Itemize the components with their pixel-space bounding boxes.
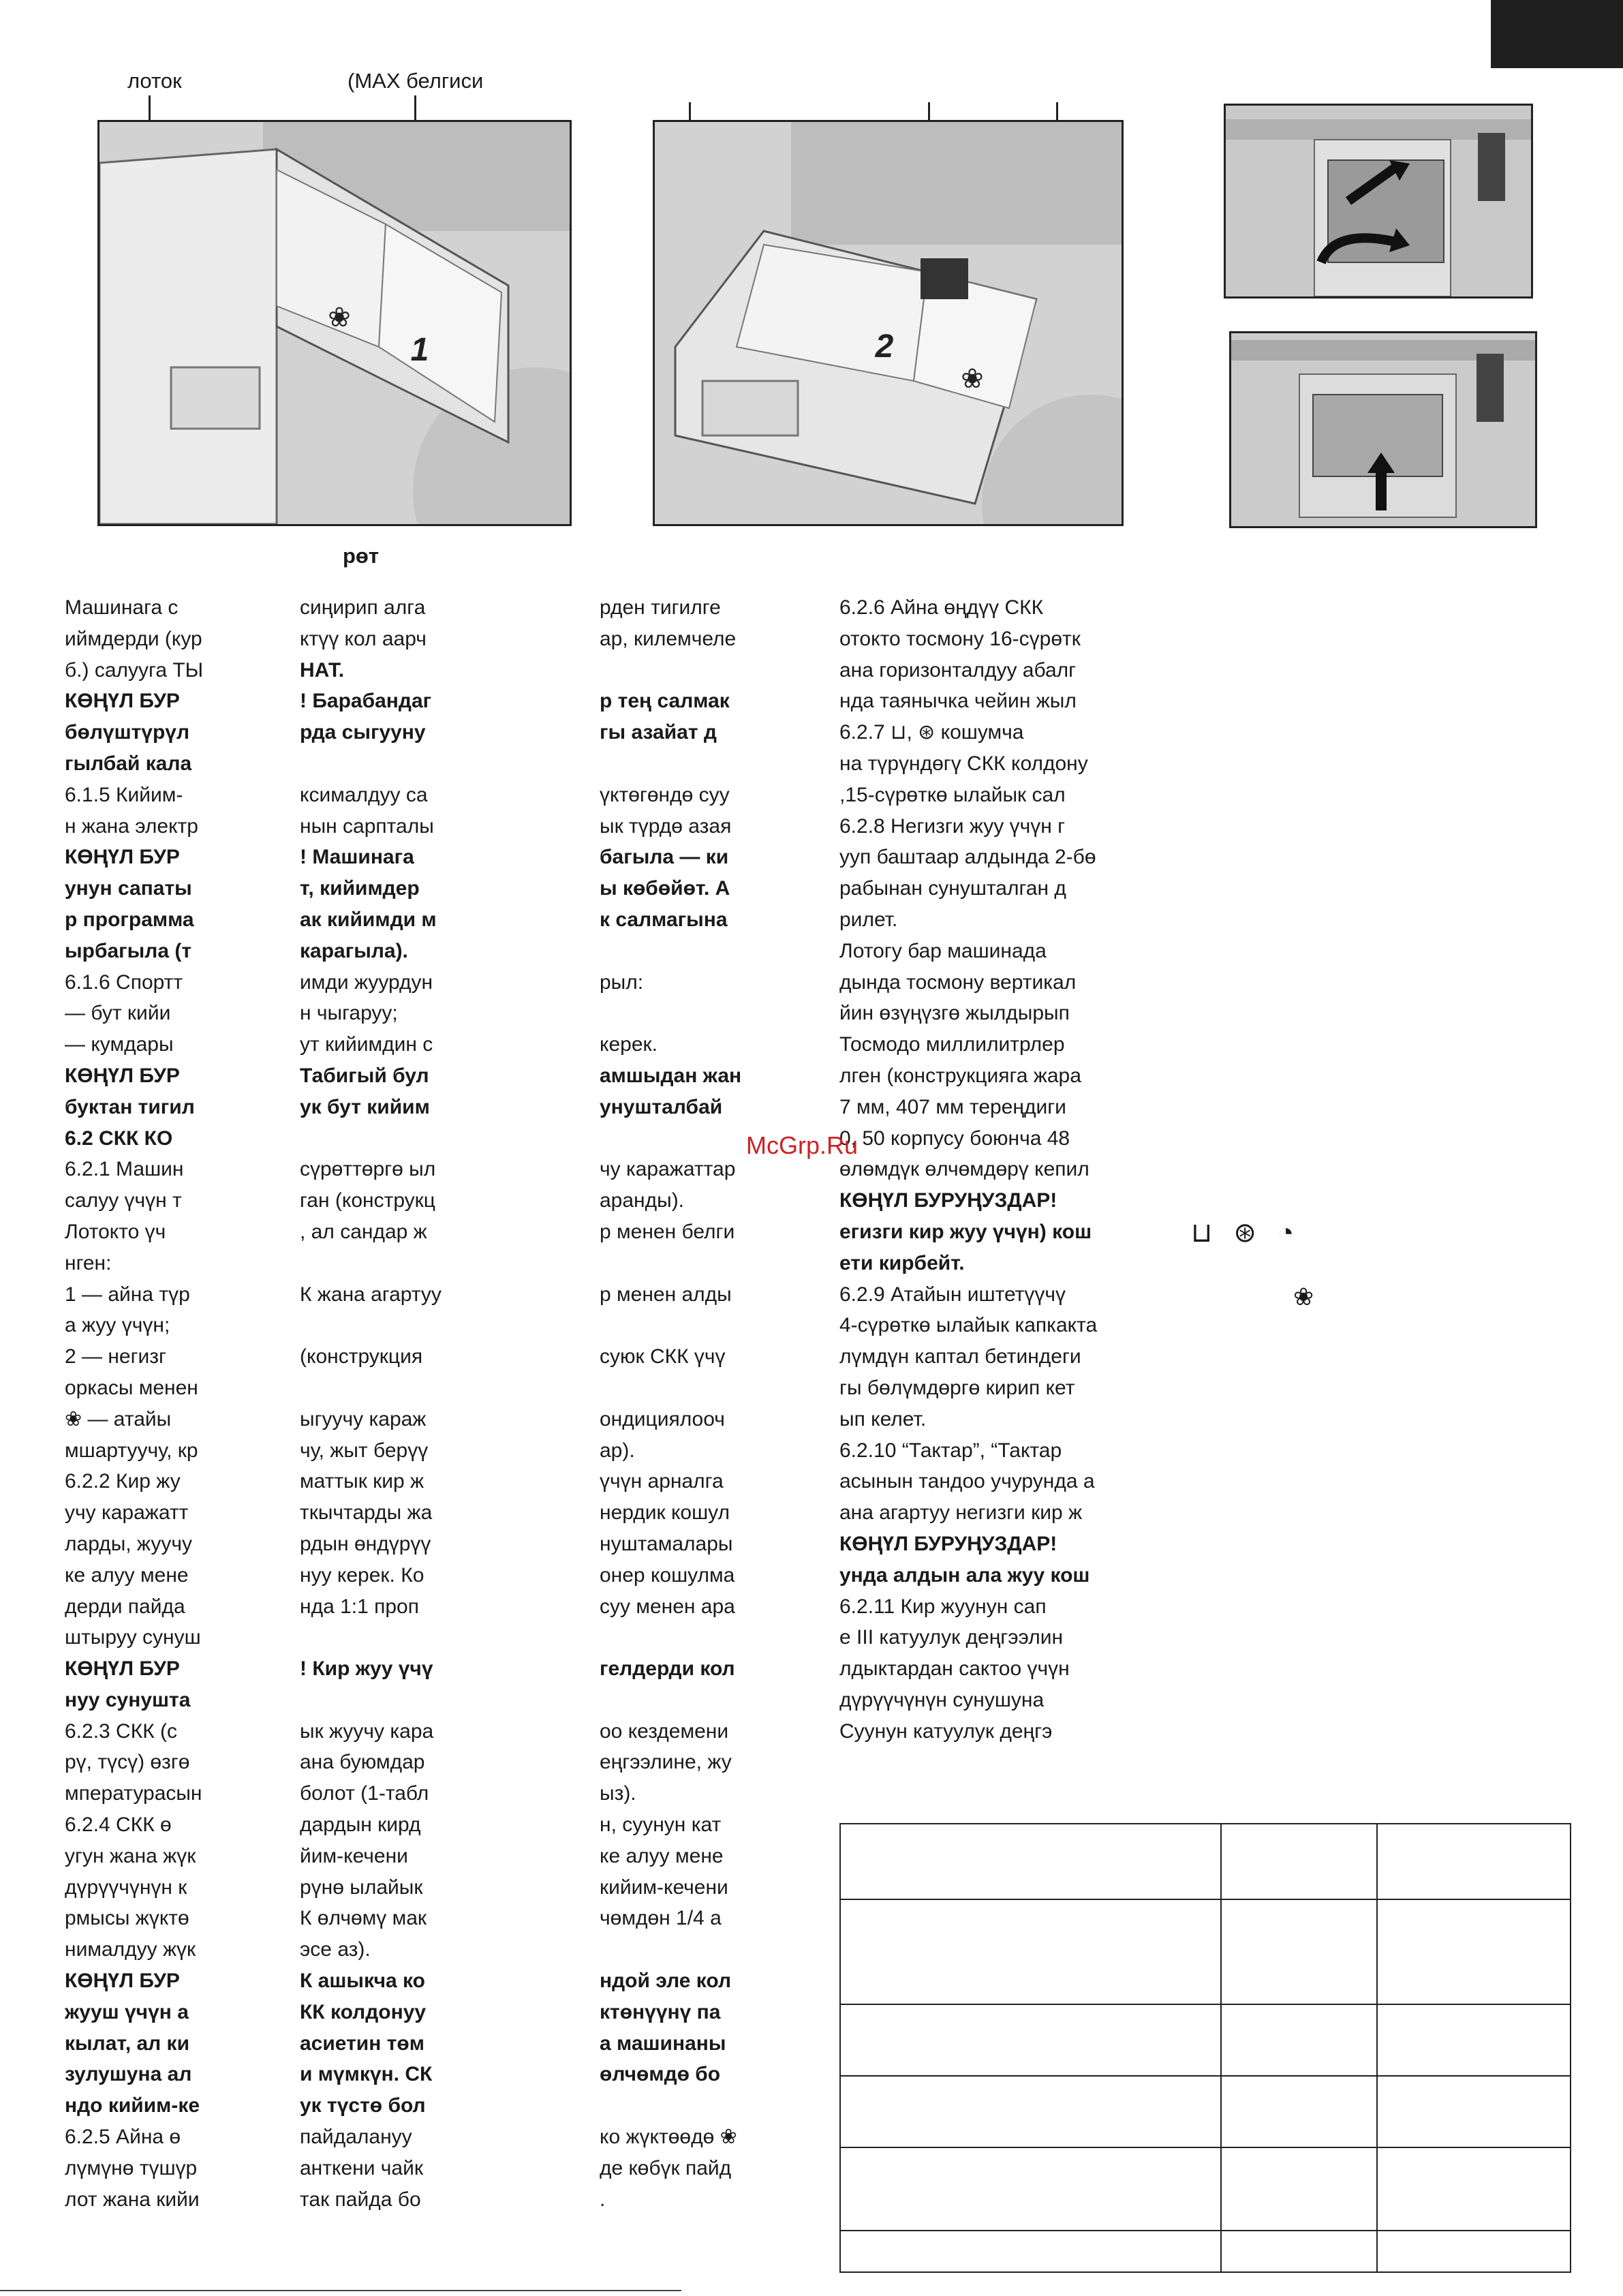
text-line: ууп баштаар алдында 2-бө xyxy=(839,846,1096,869)
text-line: и мүмкүн. СК xyxy=(300,2063,433,2086)
text-line: 6.2.10 “Тактар”, “Тактар xyxy=(839,1439,1062,1462)
compartment-number-2: 2 xyxy=(875,328,894,365)
text-line: отокто тосмону 16-сүрөтк xyxy=(839,627,1081,650)
text-line: КӨҢҮЛ БУР xyxy=(65,846,180,869)
text-line xyxy=(600,1622,804,1653)
text-line: Суунун катуулук деңгэ xyxy=(839,1719,1053,1743)
text-line: 6.2.9 Атайын иштетүүчү xyxy=(839,1283,1066,1306)
table-cell xyxy=(1221,2147,1377,2231)
tray-label: лоток xyxy=(127,69,182,93)
text-line: 1 — айна түр xyxy=(65,1283,190,1306)
text-line: ндой эле кол xyxy=(600,1970,732,1993)
figure-caption: рөт xyxy=(343,544,380,568)
text-line: нда 1:1 проп xyxy=(300,1595,419,1618)
text-line: йим-кечени xyxy=(300,1844,408,1867)
text-line: иймдерди (кур xyxy=(65,627,202,650)
text-line: дерди пайда xyxy=(65,1595,185,1618)
text-line: 2 — негизг xyxy=(65,1345,167,1368)
text-line xyxy=(600,1310,804,1341)
text-line: кийим-кечени xyxy=(600,1876,728,1899)
program-icons: ⊔ ⊛ ◔ xyxy=(1191,1218,1301,1248)
text-line: ондициялооч xyxy=(600,1407,725,1430)
text-line: 7 мм, 407 мм тереңдиги xyxy=(839,1095,1066,1118)
text-line: ырбагыла (т xyxy=(65,939,192,962)
text-column-2 xyxy=(300,592,504,2215)
text-line: нердик кошул xyxy=(600,1501,730,1525)
flower-icon: ❀ xyxy=(1293,1283,1314,1311)
text-line: өлөмдүк өлчөмдөрү кепил xyxy=(839,1158,1089,1181)
text-line: салуу үчүн т xyxy=(65,1189,182,1212)
flower-symbol-1: ❀ xyxy=(328,302,351,333)
text-line: 6.2.7 ⊔, ⊛ кошумча xyxy=(839,721,1024,744)
text-line: учу каражатт xyxy=(65,1501,189,1525)
text-line: кылат, ал ки xyxy=(65,2032,190,2055)
text-line: К жана агартуу xyxy=(300,1283,442,1306)
text-line: онер кошулма xyxy=(600,1563,735,1587)
text-line: дүрүүчүнүн сунушуна xyxy=(839,1688,1045,1711)
text-line: рүнө ылайык xyxy=(300,1876,423,1899)
text-line: на түрүндөгү СКК колдону xyxy=(839,752,1088,775)
text-line: ыз). xyxy=(600,1782,636,1805)
text-line xyxy=(600,748,804,780)
watermark: McGrp.Ru xyxy=(746,1131,859,1159)
text-line: к салмагына xyxy=(600,908,728,931)
text-line: — кумдары xyxy=(65,1033,174,1056)
text-line: лдыктардан сактоо үчүн xyxy=(839,1657,1070,1681)
table-cell xyxy=(840,2231,1221,2272)
text-line: сүрөттөргө ыл xyxy=(300,1158,436,1181)
text-line xyxy=(300,1685,504,1716)
table-cell xyxy=(1377,1899,1571,2005)
text-line: амшыдан жан xyxy=(600,1064,742,1087)
text-line: ети кирбейт. xyxy=(839,1251,965,1274)
table-cell xyxy=(1377,2004,1571,2076)
text-line: . xyxy=(600,2188,606,2211)
text-line: а машинаны xyxy=(600,2032,726,2055)
text-line xyxy=(300,1310,504,1341)
text-line: дардын кирд xyxy=(300,1813,421,1837)
reference-table xyxy=(839,1823,1571,2273)
text-line: имди жуурдун xyxy=(300,970,433,994)
text-line: н жана электр xyxy=(65,814,198,838)
text-line: КӨҢҮЛ БУР xyxy=(65,690,180,713)
text-line: рда сыгууну xyxy=(300,721,426,744)
text-line: де көбүк пайд xyxy=(600,2156,732,2179)
text-line: ! Барабандаг xyxy=(300,690,432,713)
text-line: нда таянычка чейин жыл xyxy=(839,690,1077,713)
text-line: 6.2.1 Машин xyxy=(65,1158,184,1181)
text-line: 6.2.3 СКК (с xyxy=(65,1719,177,1743)
table-cell xyxy=(1221,2231,1377,2272)
text-line: нуу сунушта xyxy=(65,1688,191,1711)
text-line: ана буюмдар xyxy=(300,1751,425,1774)
text-line xyxy=(300,748,504,780)
text-line: зулушуна ал xyxy=(65,2063,192,2086)
bottom-rule xyxy=(0,2290,681,2291)
text-line: е III катуулук деңгээлин xyxy=(839,1626,1064,1649)
insert-partition-photo xyxy=(1224,104,1533,299)
text-line: ар). xyxy=(600,1439,635,1462)
text-line: КӨҢҮЛ БУР xyxy=(65,1657,180,1681)
table-cell xyxy=(1221,2076,1377,2147)
text-line: 6.2.2 Кир жу xyxy=(65,1470,181,1493)
text-line: ! Кир жуу үчү xyxy=(300,1657,433,1681)
text-column-3 xyxy=(600,592,804,2215)
insert-cover-photo xyxy=(1229,331,1537,528)
text-line: егизги кир жуу үчүн) кош xyxy=(839,1220,1092,1243)
text-line: асиетин төм xyxy=(300,2032,424,2055)
text-line xyxy=(600,655,804,686)
text-line: К өлчөмү мак xyxy=(300,1907,427,1930)
text-line: ке алуу мене xyxy=(600,1844,724,1867)
text-line: ке алуу мене xyxy=(65,1563,189,1587)
text-line xyxy=(300,1248,504,1279)
text-line: болот (1-табл xyxy=(300,1782,429,1805)
text-line: 6.2.6 Айна өңдүү СКК xyxy=(839,596,1044,619)
text-line xyxy=(600,2090,804,2122)
text-line: рү, түсү) өзгө xyxy=(65,1751,190,1774)
text-line: Тосмодо миллилитрлер xyxy=(839,1033,1065,1056)
drawer-photo-2 xyxy=(653,120,1124,526)
text-line: ткычтарды жа xyxy=(300,1501,433,1525)
text-line: суу менен ара xyxy=(600,1595,735,1618)
text-line: 6.2.4 СКК ө xyxy=(65,1813,172,1837)
text-line: нген: xyxy=(65,1251,112,1274)
text-line: ко жүктөөдө ❀ xyxy=(600,2126,737,2149)
text-line: суюк СКК үчү xyxy=(600,1345,726,1368)
text-line: анткени чайк xyxy=(300,2156,423,2179)
text-line: үчүн арналга xyxy=(600,1470,724,1493)
text-line: рилет. xyxy=(839,908,898,931)
table-cell xyxy=(1221,1824,1377,1899)
text-line: ,15-сүрөткө ылайык сал xyxy=(839,783,1066,806)
text-line: рабынан сунушталган д xyxy=(839,877,1066,900)
text-line: оо кездемени xyxy=(600,1719,729,1743)
text-column-1 xyxy=(65,592,235,2215)
text-line: ктөнүүнү па xyxy=(600,2000,721,2023)
max-mark-label: (MAX белгиси xyxy=(347,69,484,93)
text-line xyxy=(600,1685,804,1716)
text-line: — бут кийи xyxy=(65,1002,171,1025)
text-line: КК колдонуу xyxy=(300,2000,427,2023)
text-line: КӨҢҮЛ БУР xyxy=(65,1970,180,1993)
text-line: рмысы жүктө xyxy=(65,1907,189,1930)
text-line: лүмдүн каптал бетиндеги xyxy=(839,1345,1081,1368)
text-line: Машинага с xyxy=(65,596,179,619)
text-line: дүрүүчүнүн к xyxy=(65,1876,187,1899)
text-line: буктан тигил xyxy=(65,1095,195,1118)
text-line: чу, жыт берүү xyxy=(300,1439,429,1462)
text-line: (конструкция xyxy=(300,1345,423,1368)
text-line: ып келет. xyxy=(839,1407,927,1430)
table-cell xyxy=(840,2004,1221,2076)
text-line: Лотогу бар машинада xyxy=(839,939,1047,962)
text-line: өлчөмдө бо xyxy=(600,2063,721,2086)
text-line: мпературасын xyxy=(65,1782,202,1805)
text-line: лот жана кийи xyxy=(65,2188,200,2211)
text-line: 0, 50 корпусу боюнча 48 xyxy=(839,1127,1070,1150)
text-line: рден тигилге xyxy=(600,596,721,619)
text-line: ы көбөйөт. А xyxy=(600,877,730,900)
text-line: лүмүнө түшүр xyxy=(65,2156,198,2179)
text-line: р менен алды xyxy=(600,1283,732,1306)
text-line: н чыгаруу; xyxy=(300,1002,398,1025)
text-line: ❀ — атайы xyxy=(65,1407,172,1430)
text-line: дында тосмону вертикал xyxy=(839,970,1077,994)
text-line: нуу керек. Ко xyxy=(300,1563,424,1587)
text-line: а жуу үчүн; xyxy=(65,1314,170,1337)
text-line: аранды). xyxy=(600,1189,685,1212)
text-line xyxy=(600,998,804,1029)
text-line: 6.2.11 Кир жуунун сап xyxy=(839,1595,1047,1618)
text-line: гы азайат д xyxy=(600,721,717,744)
text-line: т, кийимдер xyxy=(300,877,420,900)
text-line: так пайда бо xyxy=(300,2188,421,2211)
text-line: б.) салууга ТЫ xyxy=(65,658,204,682)
text-line: маттык кир ж xyxy=(300,1470,424,1493)
text-line: гылбай кала xyxy=(65,752,192,775)
text-line: 6.2 СКК КО xyxy=(65,1127,173,1150)
text-line: унда алдын ала жуу кош xyxy=(839,1563,1090,1587)
text-line: ык жуучу кара xyxy=(300,1719,434,1743)
table-cell xyxy=(840,2076,1221,2147)
text-column-4 xyxy=(839,592,1139,1747)
text-line: К ашыкча ко xyxy=(300,1970,425,1993)
text-line: р тең салмак xyxy=(600,690,730,713)
text-line: чу каражаттар xyxy=(600,1158,736,1181)
text-line: ана агартуу негизги кир ж xyxy=(839,1501,1083,1525)
table-cell xyxy=(1221,2004,1377,2076)
text-line: ган (конструкц xyxy=(300,1189,435,1212)
text-line: оркасы менен xyxy=(65,1376,198,1399)
text-line: угун жана жүк xyxy=(65,1844,196,1867)
text-line: унушталбай xyxy=(600,1095,723,1118)
compartment-number-1: 1 xyxy=(410,332,429,368)
text-line: Табигый бул xyxy=(300,1064,429,1087)
table-cell xyxy=(840,2147,1221,2231)
table-cell xyxy=(840,1899,1221,2005)
text-line: чөмдөн 1/4 а xyxy=(600,1907,722,1930)
text-line xyxy=(300,1373,504,1404)
text-line: эсе аз). xyxy=(300,1938,371,1961)
text-line: КӨҢҮЛ БУР xyxy=(65,1064,180,1087)
text-line: багыла — ки xyxy=(600,846,729,869)
text-line: н, суунун кат xyxy=(600,1813,722,1837)
text-line: ндо кийим-ке xyxy=(65,2094,200,2117)
table-cell xyxy=(1377,2231,1571,2272)
text-line: ык түрдө азая xyxy=(600,814,732,838)
text-line: асынын тандоо учурунда а xyxy=(839,1470,1095,1493)
text-line: 4-сүрөткө ылайык капкакта xyxy=(839,1314,1098,1337)
table-cell xyxy=(1377,2076,1571,2147)
text-line: бөлүштүрүл xyxy=(65,721,190,744)
table-cell xyxy=(1377,2147,1571,2231)
text-line: йин өзүңүзгө жылдырып xyxy=(839,1002,1070,1025)
text-line xyxy=(600,1934,804,1965)
text-line: штыруу сунуш xyxy=(65,1626,201,1649)
text-line: гелдерди кол xyxy=(600,1657,735,1681)
drawer-photo-1 xyxy=(97,120,572,526)
text-line: рыл: xyxy=(600,970,644,994)
text-line xyxy=(300,1123,504,1154)
text-line: пайдалануу xyxy=(300,2126,412,2149)
table-cell xyxy=(1221,1899,1377,2005)
text-line: ана горизонталдуу абалг xyxy=(839,658,1077,682)
flower-symbol-2: ❀ xyxy=(961,363,984,395)
text-line: Лотокто үч xyxy=(65,1220,166,1243)
text-line: лген (конструкцияга жара xyxy=(839,1064,1081,1087)
text-line: нын сарпталы xyxy=(300,814,434,838)
text-line: 6.2.8 Негизги жуу үчүн г xyxy=(839,814,1066,838)
text-line xyxy=(600,1248,804,1279)
text-line: рдын өндүрүү xyxy=(300,1532,431,1555)
text-line: ксималдуу са xyxy=(300,783,428,806)
text-line: карагыла). xyxy=(300,939,408,962)
text-line: керек. xyxy=(600,1033,658,1056)
text-line: КӨҢҮЛ БУРУҢУЗДАР! xyxy=(839,1189,1057,1212)
text-line xyxy=(300,1622,504,1653)
text-line: ыгуучу караж xyxy=(300,1407,427,1430)
text-line: НАТ. xyxy=(300,658,345,682)
page-corner-tab xyxy=(1491,0,1623,68)
table-cell xyxy=(840,1824,1221,1899)
text-line: 6.1.6 Спортт xyxy=(65,970,183,994)
text-line: 6.1.5 Кийим- xyxy=(65,783,183,806)
text-line: КӨҢҮЛ БУРУҢУЗДАР! xyxy=(839,1532,1057,1555)
text-line: р программа xyxy=(65,908,194,931)
text-line xyxy=(600,936,804,967)
text-line: ! Машинага xyxy=(300,846,414,869)
text-line: ут кийимдин с xyxy=(300,1033,433,1056)
text-line: ук бут кийим xyxy=(300,1095,430,1118)
text-line: еңгээлине, жу xyxy=(600,1751,732,1774)
text-line: ак кийимди м xyxy=(300,908,437,931)
text-line: нималдуу жүк xyxy=(65,1938,196,1961)
text-line: ктүү кол аарч xyxy=(300,627,427,650)
text-line: ларды, жуучу xyxy=(65,1532,192,1555)
text-line: унун сапаты xyxy=(65,877,192,900)
text-line: 6.2.5 Айна ө xyxy=(65,2126,181,2149)
text-line xyxy=(600,1373,804,1404)
text-line: р менен белги xyxy=(600,1220,735,1243)
text-line: жууш үчүн а xyxy=(65,2000,189,2023)
table-cell xyxy=(1377,1824,1571,1899)
text-line: ар, килемчеле xyxy=(600,627,737,650)
text-line: гы бөлүмдөргө кирип кет xyxy=(839,1376,1075,1399)
text-line: үктөгөндө суу xyxy=(600,783,730,806)
text-line: мшартуучу, кр xyxy=(65,1439,198,1462)
text-line: нуштамалары xyxy=(600,1532,733,1555)
text-line: ук түстө бол xyxy=(300,2094,426,2117)
text-line: сиңирип алга xyxy=(300,596,426,619)
text-line: , ал сандар ж xyxy=(300,1220,427,1243)
